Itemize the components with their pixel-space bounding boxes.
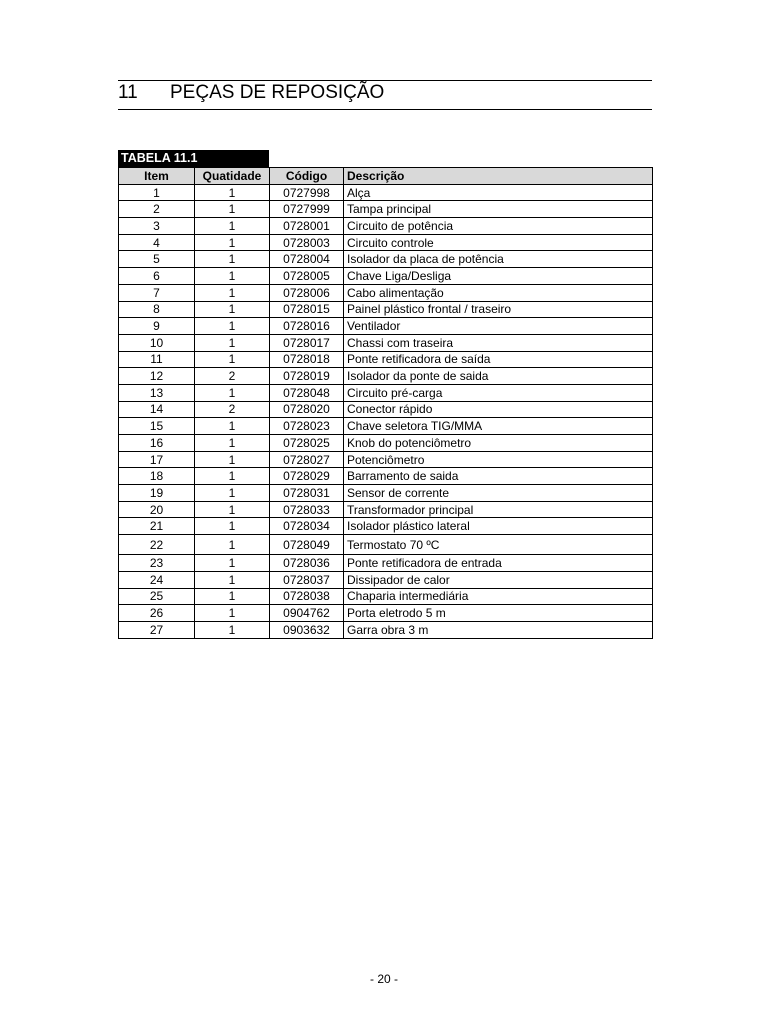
cell-code: 0728017 [270, 334, 344, 351]
cell-item: 6 [119, 268, 195, 285]
table-row [119, 284, 653, 301]
section-heading [118, 82, 384, 104]
bottom-rule [118, 109, 652, 110]
cell-item: 24 [119, 571, 195, 588]
header-item: Item [119, 168, 195, 185]
cell-quantity: 1 [195, 451, 270, 468]
table-row [119, 334, 653, 351]
cell-code: 0728019 [270, 368, 344, 385]
cell-description: Chaparia intermediária [344, 588, 653, 605]
cell-quantity: 1 [195, 621, 270, 638]
cell-description: Isolador da placa de potência [344, 251, 653, 268]
table-row [119, 318, 653, 335]
table-row [119, 518, 653, 535]
cell-quantity: 1 [195, 351, 270, 368]
cell-description: Barramento de saida [344, 468, 653, 485]
cell-quantity: 1 [195, 418, 270, 435]
cell-item: 9 [119, 318, 195, 335]
cell-code: 0728003 [270, 234, 344, 251]
table-row [119, 351, 653, 368]
cell-quantity: 1 [195, 201, 270, 218]
parts-table [118, 167, 653, 639]
cell-quantity: 1 [195, 485, 270, 502]
cell-item: 23 [119, 555, 195, 572]
cell-description: Alça [344, 184, 653, 201]
cell-code: 0903632 [270, 621, 344, 638]
cell-code: 0728016 [270, 318, 344, 335]
cell-code: 0728036 [270, 555, 344, 572]
table-row [119, 485, 653, 502]
cell-quantity: 1 [195, 184, 270, 201]
cell-code: 0728038 [270, 588, 344, 605]
cell-description: Circuito controle [344, 234, 653, 251]
cell-code: 0728048 [270, 384, 344, 401]
cell-item: 3 [119, 218, 195, 235]
cell-description: Chave Liga/Desliga [344, 268, 653, 285]
cell-quantity: 1 [195, 234, 270, 251]
cell-item: 19 [119, 485, 195, 502]
cell-description: Garra obra 3 m [344, 621, 653, 638]
cell-code: 0727999 [270, 201, 344, 218]
cell-item: 7 [119, 284, 195, 301]
cell-item: 2 [119, 201, 195, 218]
cell-item: 11 [119, 351, 195, 368]
header-quantity: Quatidade [195, 168, 270, 185]
cell-item: 25 [119, 588, 195, 605]
table-row [119, 301, 653, 318]
cell-description: Isolador da ponte de saida [344, 368, 653, 385]
cell-description: Isolador plástico lateral [344, 518, 653, 535]
cell-item: 1 [119, 184, 195, 201]
cell-description: Circuito de potência [344, 218, 653, 235]
table-row [119, 184, 653, 201]
cell-code: 0728029 [270, 468, 344, 485]
cell-description: Transformador principal [344, 501, 653, 518]
cell-description: Ponte retificadora de entrada [344, 555, 653, 572]
table-row [119, 401, 653, 418]
header-code: Código [270, 168, 344, 185]
cell-quantity: 1 [195, 268, 270, 285]
cell-item: 15 [119, 418, 195, 435]
cell-code: 0728049 [270, 535, 344, 555]
cell-code: 0728037 [270, 571, 344, 588]
table-label: TABELA 11.1 [118, 150, 269, 167]
table-row [119, 571, 653, 588]
cell-code: 0728018 [270, 351, 344, 368]
cell-code: 0728004 [270, 251, 344, 268]
table-row [119, 201, 653, 218]
header-description: Descrição [344, 168, 653, 185]
cell-code: 0728015 [270, 301, 344, 318]
cell-quantity: 2 [195, 401, 270, 418]
cell-item: 12 [119, 368, 195, 385]
cell-item: 4 [119, 234, 195, 251]
table-row [119, 468, 653, 485]
table-row [119, 384, 653, 401]
cell-description: Cabo alimentação [344, 284, 653, 301]
table-row [119, 435, 653, 452]
cell-quantity: 1 [195, 334, 270, 351]
table-row [119, 555, 653, 572]
cell-description: Ventilador [344, 318, 653, 335]
cell-item: 10 [119, 334, 195, 351]
cell-item: 21 [119, 518, 195, 535]
cell-code: 0728025 [270, 435, 344, 452]
cell-description: Chassi com traseira [344, 334, 653, 351]
cell-item: 27 [119, 621, 195, 638]
cell-description: Conector rápido [344, 401, 653, 418]
cell-quantity: 1 [195, 301, 270, 318]
cell-quantity: 1 [195, 284, 270, 301]
cell-description: Porta eletrodo 5 m [344, 605, 653, 622]
cell-quantity: 1 [195, 218, 270, 235]
table-body [119, 184, 653, 638]
table-row [119, 588, 653, 605]
cell-description: Circuito pré-carga [344, 384, 653, 401]
cell-description: Tampa principal [344, 201, 653, 218]
cell-description: Knob do potenciômetro [344, 435, 653, 452]
cell-code: 0728027 [270, 451, 344, 468]
table-row [119, 234, 653, 251]
cell-quantity: 1 [195, 605, 270, 622]
cell-item: 14 [119, 401, 195, 418]
table-row [119, 218, 653, 235]
table-row [119, 268, 653, 285]
cell-description: Dissipador de calor [344, 571, 653, 588]
cell-quantity: 1 [195, 555, 270, 572]
cell-quantity: 1 [195, 571, 270, 588]
page-number: - 20 - [369, 972, 398, 986]
table-row [119, 605, 653, 622]
cell-quantity: 1 [195, 318, 270, 335]
cell-description: Sensor de corrente [344, 485, 653, 502]
cell-quantity: 1 [195, 384, 270, 401]
cell-item: 17 [119, 451, 195, 468]
cell-item: 16 [119, 435, 195, 452]
cell-quantity: 1 [195, 535, 270, 555]
cell-code: 0728006 [270, 284, 344, 301]
top-rule [118, 80, 652, 81]
table-row [119, 251, 653, 268]
section-title: PEÇAS DE REPOSIÇÃO [170, 82, 385, 103]
table-row [119, 535, 653, 555]
cell-code: 0727998 [270, 184, 344, 201]
cell-description: Painel plástico frontal / traseiro [344, 301, 653, 318]
cell-quantity: 2 [195, 368, 270, 385]
cell-quantity: 1 [195, 435, 270, 452]
cell-code: 0728031 [270, 485, 344, 502]
cell-item: 13 [119, 384, 195, 401]
cell-quantity: 1 [195, 501, 270, 518]
table-row [119, 501, 653, 518]
cell-code: 0728005 [270, 268, 344, 285]
table-row [119, 451, 653, 468]
cell-item: 8 [119, 301, 195, 318]
cell-code: 0728020 [270, 401, 344, 418]
table-row [119, 368, 653, 385]
section-number: 11 [118, 82, 138, 103]
cell-code: 0904762 [270, 605, 344, 622]
cell-item: 22 [119, 535, 195, 555]
cell-item: 26 [119, 605, 195, 622]
cell-quantity: 1 [195, 251, 270, 268]
cell-description: Potenciômetro [344, 451, 653, 468]
cell-code: 0728033 [270, 501, 344, 518]
cell-code: 0728023 [270, 418, 344, 435]
cell-quantity: 1 [195, 588, 270, 605]
cell-code: 0728034 [270, 518, 344, 535]
cell-item: 20 [119, 501, 195, 518]
cell-code: 0728001 [270, 218, 344, 235]
cell-item: 5 [119, 251, 195, 268]
cell-quantity: 1 [195, 518, 270, 535]
cell-quantity: 1 [195, 468, 270, 485]
table-row [119, 621, 653, 638]
cell-description: Termostato 70 ºC [344, 535, 653, 555]
cell-description: Ponte retificadora de saída [344, 351, 653, 368]
table-header-row [119, 168, 653, 185]
table-row [119, 418, 653, 435]
cell-item: 18 [119, 468, 195, 485]
cell-description: Chave seletora TIG/MMA [344, 418, 653, 435]
